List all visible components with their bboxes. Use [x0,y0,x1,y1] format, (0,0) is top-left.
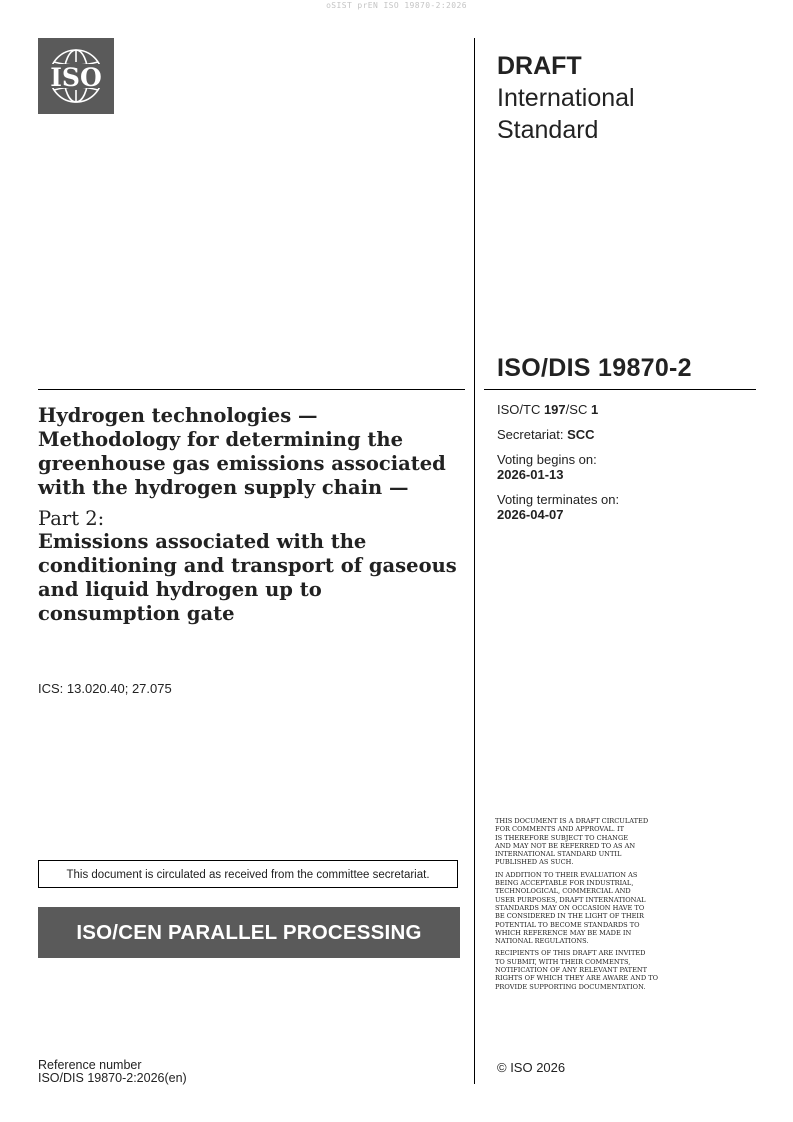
iso-globe-logo [38,38,114,114]
disclaimer-paragraph-3: RECIPIENTS OF THIS DRAFT ARE INVITED TO SUBMIT, WITH THEIR COMMENTS, NOTIFICATION OF ANY RELEVANT PATENT RIGHTS OF WHICH THEY ARE AWARE AND TO PROVIDE SUPPORTING DOCUMENTATION. [495,949,659,991]
voting-terminates-date: 2026-04-07 [497,507,564,522]
ics-codes: ICS: 13.020.40; 27.075 [38,681,172,696]
title-part-title: Emissions associated with the conditioning and transport of gaseous and liquid hydrogen up to consumption gate [38,530,457,625]
title-main: Hydrogen technologies — Methodology for determining the greenhouse gas emissions associated with the hydrogen supply chain — [38,404,446,499]
disclaimer-paragraph-2: IN ADDITION TO THEIR EVALUATION AS BEING ACCEPTABLE FOR INDUSTRIAL, TECHNOLOGICAL, COMMERCIAL AND USER PURPOSES, DRAFT INTERNATIONAL STANDARDS MAY ON OCCASION HAVE TO BE CONSIDERED IN THE LIGHT OF THEIR POTENTIAL TO BECOME STANDARDS TO WHICH REFERENCE MAY BE MADE IN NATIONAL REGULATIONS. [495,870,646,946]
draft-line-standard: Standard [497,116,599,144]
logo-text: ISO [50,63,102,92]
committee-line [497,402,619,417]
voting-begins-label: Voting begins on: [497,452,597,467]
tc-number: 197 [543,402,566,417]
draft-line-international: International [497,84,635,112]
tc-prefix: ISO/TC [497,402,544,417]
title-part-label: Part 2: [38,507,105,530]
sc-number: 1 [590,402,599,417]
document-number: ISO/DIS 19870-2 [497,354,692,382]
vertical-divider [474,38,475,1084]
globe-icon [38,38,114,114]
committee-info [497,402,619,532]
secretariat-line [497,427,619,442]
draft-label: DRAFT [497,52,582,80]
document-title [38,404,458,626]
parallel-processing-banner: ISO/CEN PARALLEL PROCESSING [38,907,460,958]
copyright: © ISO 2026 [497,1060,566,1075]
draft-disclaimer [495,817,710,995]
draft-heading [497,50,635,146]
sc-prefix: /SC [565,402,591,417]
secretariat-value: SCC [567,427,595,442]
watermark: oSIST prEN ISO 19870-2:2026 [326,1,467,10]
voting-terminates-label: Voting terminates on: [497,492,620,507]
reference-value: ISO/DIS 19870-2:2026(en) [38,1071,187,1085]
disclaimer-paragraph-1: THIS DOCUMENT IS A DRAFT CIRCULATED FOR COMMENTS AND APPROVAL. IT IS THEREFORE SUBJECT TO CHANGE AND MAY NOT BE REFERRED TO AS AN INTERNATIONAL STANDARD UNTIL PUBLISHED AS SUCH. [495,817,649,867]
voting-begins-date: 2026-01-13 [497,467,564,482]
reference-number [38,1059,187,1085]
circulation-notice: This document is circulated as received from the committee secretariat. [38,860,458,888]
secretariat-label: Secretariat: [497,427,568,442]
horizontal-divider-right [484,389,756,390]
voting-terminates [497,492,619,522]
reference-label: Reference number [38,1058,142,1072]
voting-begins [497,452,619,482]
horizontal-divider-left [38,389,465,390]
